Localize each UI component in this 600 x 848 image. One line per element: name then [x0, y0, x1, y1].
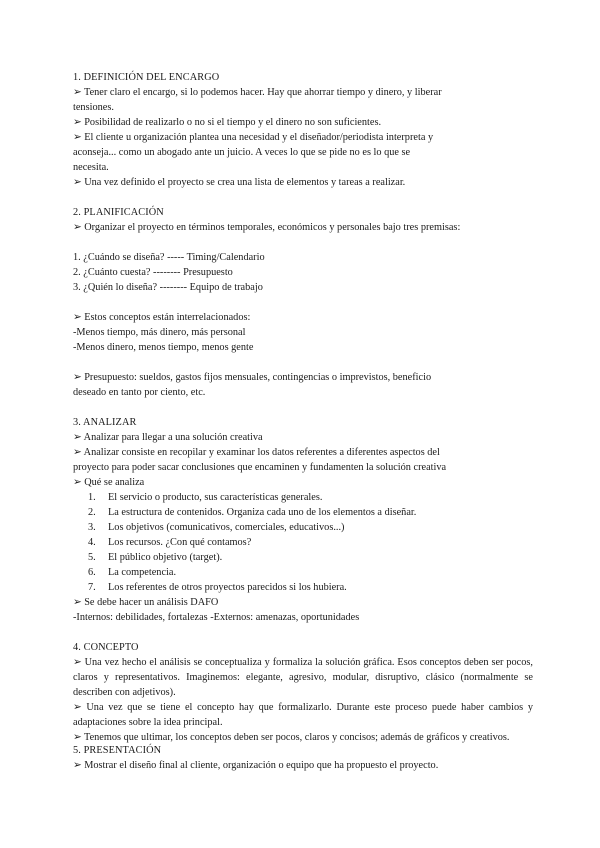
- s3-bullet-2-line-2: proyecto para poder sacar conclusiones que encaminen y fundamenten la solución creativa: [73, 462, 447, 473]
- list-item: 2. La estructura de contenidos. Organiza cada uno de los elementos a diseñar.: [88, 507, 417, 518]
- s2-budget-line-2: deseado en tanto por ciento, etc.: [73, 387, 206, 398]
- s1-bullet-3-line-1: ➢ El cliente u organización plantea una necesidad y el diseñador/periodista interpreta y: [73, 132, 434, 143]
- s1-bullet-2: ➢ Posibilidad de realizarlo o no si el tiempo y el dinero no son suficientes.: [73, 117, 382, 128]
- s4-bullet-3: ➢ Tenemos que ultimar, los conceptos deben ser pocos, claros y concisos; además de gráficos y creativos.: [73, 732, 510, 743]
- list-item: 1. El servicio o producto, sus características generales.: [88, 492, 323, 503]
- s3-analysis-list: [73, 490, 533, 595]
- s2-concepts-bullet: ➢ Estos conceptos están interrelacionados:: [73, 312, 251, 323]
- s4-bullet-2: ➢ Una vez que se tiene el concepto hay que formalizarlo. Durante este proceso puede haber cambios y adaptaciones sobre la idea principal.: [73, 702, 533, 728]
- s2-question-3: 3. ¿Quién lo diseña? -------- Equipo de trabajo: [73, 282, 263, 293]
- s2-budget-line-1: ➢ Presupuesto: sueldos, gastos fijos mensuales, contingencias o imprevistos, beneficio: [73, 372, 432, 383]
- s5-bullet-1: ➢ Mostrar el diseño final al cliente, organización o equipo que ha propuesto el proyecto.: [73, 760, 439, 771]
- s4-bullet-1: ➢ Una vez hecho el análisis se conceptualiza y formaliza la solución gráfica. Esos conceptos deben ser pocos, claros y representativos. Imaginemos: elegante, agresivo, modular, disruptivo, clásico (normalmente se describen con adjetivos).: [73, 657, 533, 698]
- s2-question-1: 1. ¿Cuándo se diseña? ----- Timing/Calendario: [73, 252, 265, 263]
- s1-bullet-3-line-3: necesita.: [73, 162, 109, 173]
- s3-bullet-1: ➢ Analizar para llegar a una solución creativa: [73, 432, 263, 443]
- s1-bullet-1-line-1: ➢ Tener claro el encargo, si lo podemos hacer. Hay que ahorrar tiempo y dinero, y liberar: [73, 87, 442, 98]
- section-1-title: 1. DEFINICIÓN DEL ENCARGO: [73, 72, 220, 83]
- s2-bullet-1: ➢ Organizar el proyecto en términos temporales, económicos y personales bajo tres premisas:: [73, 222, 461, 233]
- section-2-title: 2. PLANIFICACIÓN: [73, 207, 164, 218]
- s3-bullet-2-line-1: ➢ Analizar consiste en recopilar y examinar los datos referentes a diferentes aspectos del: [73, 447, 440, 458]
- s3-bullet-3: ➢ Qué se analiza: [73, 477, 145, 488]
- s1-bullet-3-line-2: aconseja... como un abogado ante un juicio. A veces lo que se pide no es lo que se: [73, 147, 411, 158]
- s1-bullet-4: ➢ Una vez definido el proyecto se crea una lista de elementos y tareas a realizar.: [73, 177, 406, 188]
- list-item: 3. Los objetivos (comunicativos, comerciales, educativos...): [88, 522, 345, 533]
- s3-bullet-4: ➢ Se debe hacer un análisis DAFO: [73, 597, 219, 608]
- section-3-title: 3. ANALIZAR: [73, 417, 137, 428]
- list-item: 4. Los recursos. ¿Con qué contamos?: [88, 537, 252, 548]
- s1-bullet-1-line-2: tensiones.: [73, 102, 114, 113]
- list-item: 6. La competencia.: [88, 567, 177, 578]
- document-body: [73, 70, 533, 773]
- section-5-title: 5. PRESENTACIÓN: [73, 745, 162, 756]
- list-item: 5. El público objetivo (target).: [88, 552, 223, 563]
- s2-concepts-line-2: -Menos dinero, menos tiempo, menos gente: [73, 342, 254, 353]
- list-item: 7. Los referentes de otros proyectos parecidos si los hubiera.: [88, 582, 347, 593]
- s2-question-2: 2. ¿Cuánto cuesta? -------- Presupuesto: [73, 267, 233, 278]
- s2-concepts-line-1: -Menos tiempo, más dinero, más personal: [73, 327, 246, 338]
- section-4-title: 4. CONCEPTO: [73, 642, 139, 653]
- s3-dafo-line: -Internos: debilidades, fortalezas -Externos: amenazas, oportunidades: [73, 612, 360, 623]
